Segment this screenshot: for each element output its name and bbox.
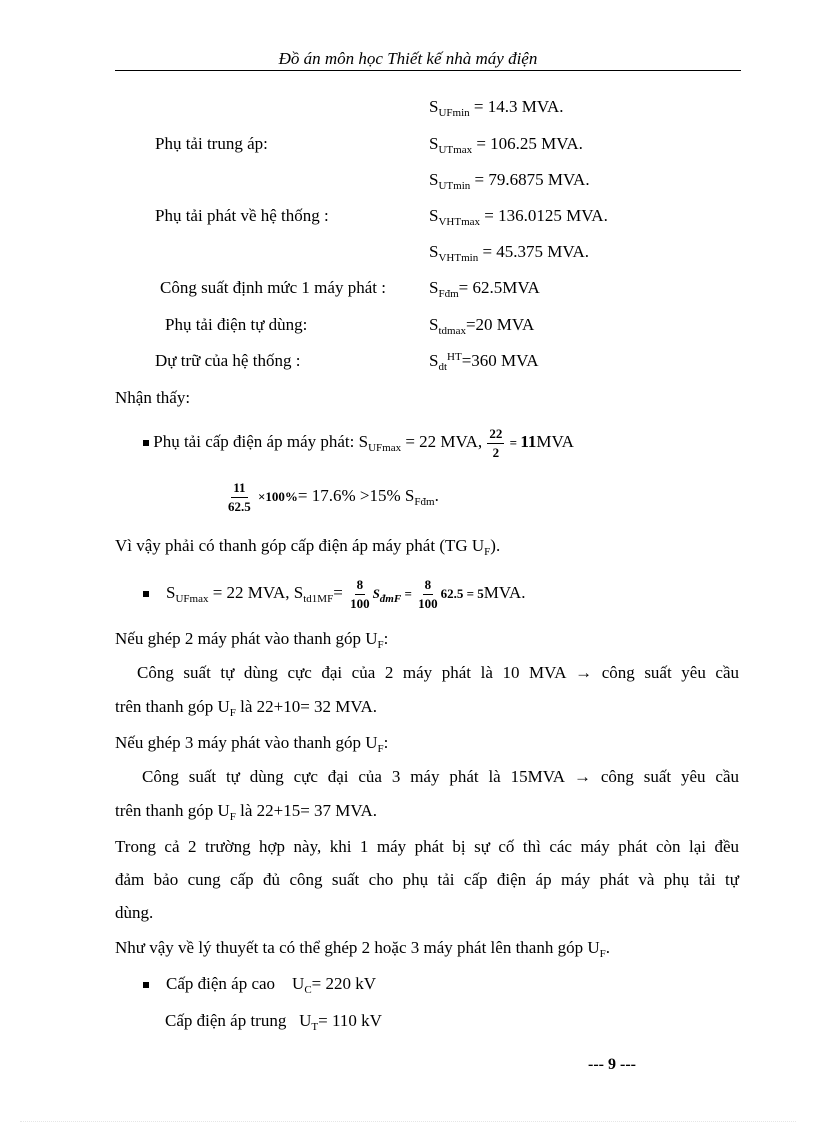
param-row-utmax: $S_{UTmax} = 106.25$ MVA. (429, 134, 583, 156)
fraction-22-over-2: $\frac{22}{2}$ (489, 426, 503, 460)
param-row-ufmin: $S_{UFmin} = 14.3$ MVA. (429, 97, 564, 119)
param-row-tdmax: $S_{tdmax}=20$ MVA (429, 315, 535, 337)
para-trong-ca-line3: dùng. (115, 903, 154, 922)
bullet-td1mf: $S_{UFmax} = 22$ MVA, $S_{td1MF}=$ $\frac{8}{100}$ $S_{đmF}$ = $\frac{8}{100}$ 62.5 = 5MVA. (143, 578, 526, 610)
page-number: --- 9 --- (588, 1056, 636, 1073)
param-label-tu-dung: Phụ tải điện tự dùng: (165, 315, 308, 334)
para-nhu-vay: Như vậy về lý thuyết ta có thể ghép 2 hoặc 3 máy phát lên thanh góp $U_F$. (115, 938, 610, 960)
param-label-du-tru: Dự trữ của hệ thống : (155, 351, 301, 370)
param-row-dt: $S_{dt}^{HT}=360$ MVA (429, 351, 539, 373)
para-trong-ca-line1: Trong cả 2 trường hợp này, khi 1 máy phát bị sự cố thì các máy phát còn lại đều (115, 837, 739, 856)
param-row-fdm: $S_{Fđm}= 62.5MVA$ (429, 278, 540, 300)
param-label-cong-suat-dinh-muc: Công suất định mức 1 máy phát : (160, 278, 386, 297)
param-label-phat-he-thong: Phụ tải phát về hệ thống : (155, 206, 329, 225)
fraction-8-over-100-a: $\frac{8}{100}$ (350, 577, 370, 611)
para-ghep-3: Nếu ghép 3 máy phát vào thanh góp $U_F$: (115, 733, 389, 755)
bullet-phu-tai-may-phat: Phụ tải cấp điện áp máy phát: $S_{UFmax} = 22$ MVA, $\frac{22}{2}$ = 11MVA (143, 427, 574, 459)
page-header-title: Đồ án môn học Thiết kế nhà máy điện (278, 49, 538, 68)
para-cong-suat-2-line2: trên thanh góp $U_F$ là 22+10= 32 MVA. (115, 697, 378, 719)
param-label-trung-ap: Phụ tải trung áp: (155, 134, 268, 153)
para-cong-suat-3-line2: trên thanh góp $U_F$ là 22+15= 37 MVA. (115, 801, 378, 823)
line-thanh-gop: Vì vậy phải có thanh góp cấp điện áp máy phát (TG $U_F$). (115, 536, 501, 558)
nhan-thay-heading: Nhận thấy: (115, 388, 191, 407)
para-ghep-2: Nếu ghép 2 máy phát vào thanh góp $U_F$: (115, 629, 389, 651)
fraction-8-over-100-b: $\frac{8}{100}$ (418, 577, 438, 611)
para-cong-suat-3-line1: Công suất tự dùng cực đại của 3 máy phát là 15MVA → công suất yêu cầu (142, 767, 739, 786)
calc-phan-tram: $\frac{11}{62.5}$ ×100%= 17.6% >15% $S_{Fđm}$. (228, 480, 439, 514)
fraction-11-over-62-5: $\frac{11}{62.5}$ (228, 480, 251, 514)
bullet-icon (143, 591, 149, 597)
param-row-utmin: $S_{UTmin} = 79.6875$ MVA. (429, 170, 590, 192)
para-cong-suat-2-line1: Công suất tự dùng cực đại của 2 máy phát là 10 MVA → công suất yêu cầu (137, 663, 739, 682)
param-row-vhtmax: $S_{VHTmax} = 136.0125$ MVA. (429, 206, 608, 228)
bullet-icon (143, 982, 149, 988)
bullet-cap-dien-ap-cao: Cấp điện áp cao $U_C= 220$ kV (143, 975, 376, 992)
para-trong-ca-line2: đảm bảo cung cấp đủ công suất cho phụ tải cấp điện áp máy phát và phụ tải tự (115, 870, 739, 889)
param-row-vhtmin: $S_{VHTmin} = 45.375$ MVA. (429, 242, 590, 264)
page-bottom-border (20, 1121, 796, 1122)
line-cap-dien-ap-trung: Cấp điện áp trung $U_T= 110$ kV (165, 1011, 382, 1033)
header-rule (115, 70, 741, 71)
bullet-icon (143, 440, 149, 446)
